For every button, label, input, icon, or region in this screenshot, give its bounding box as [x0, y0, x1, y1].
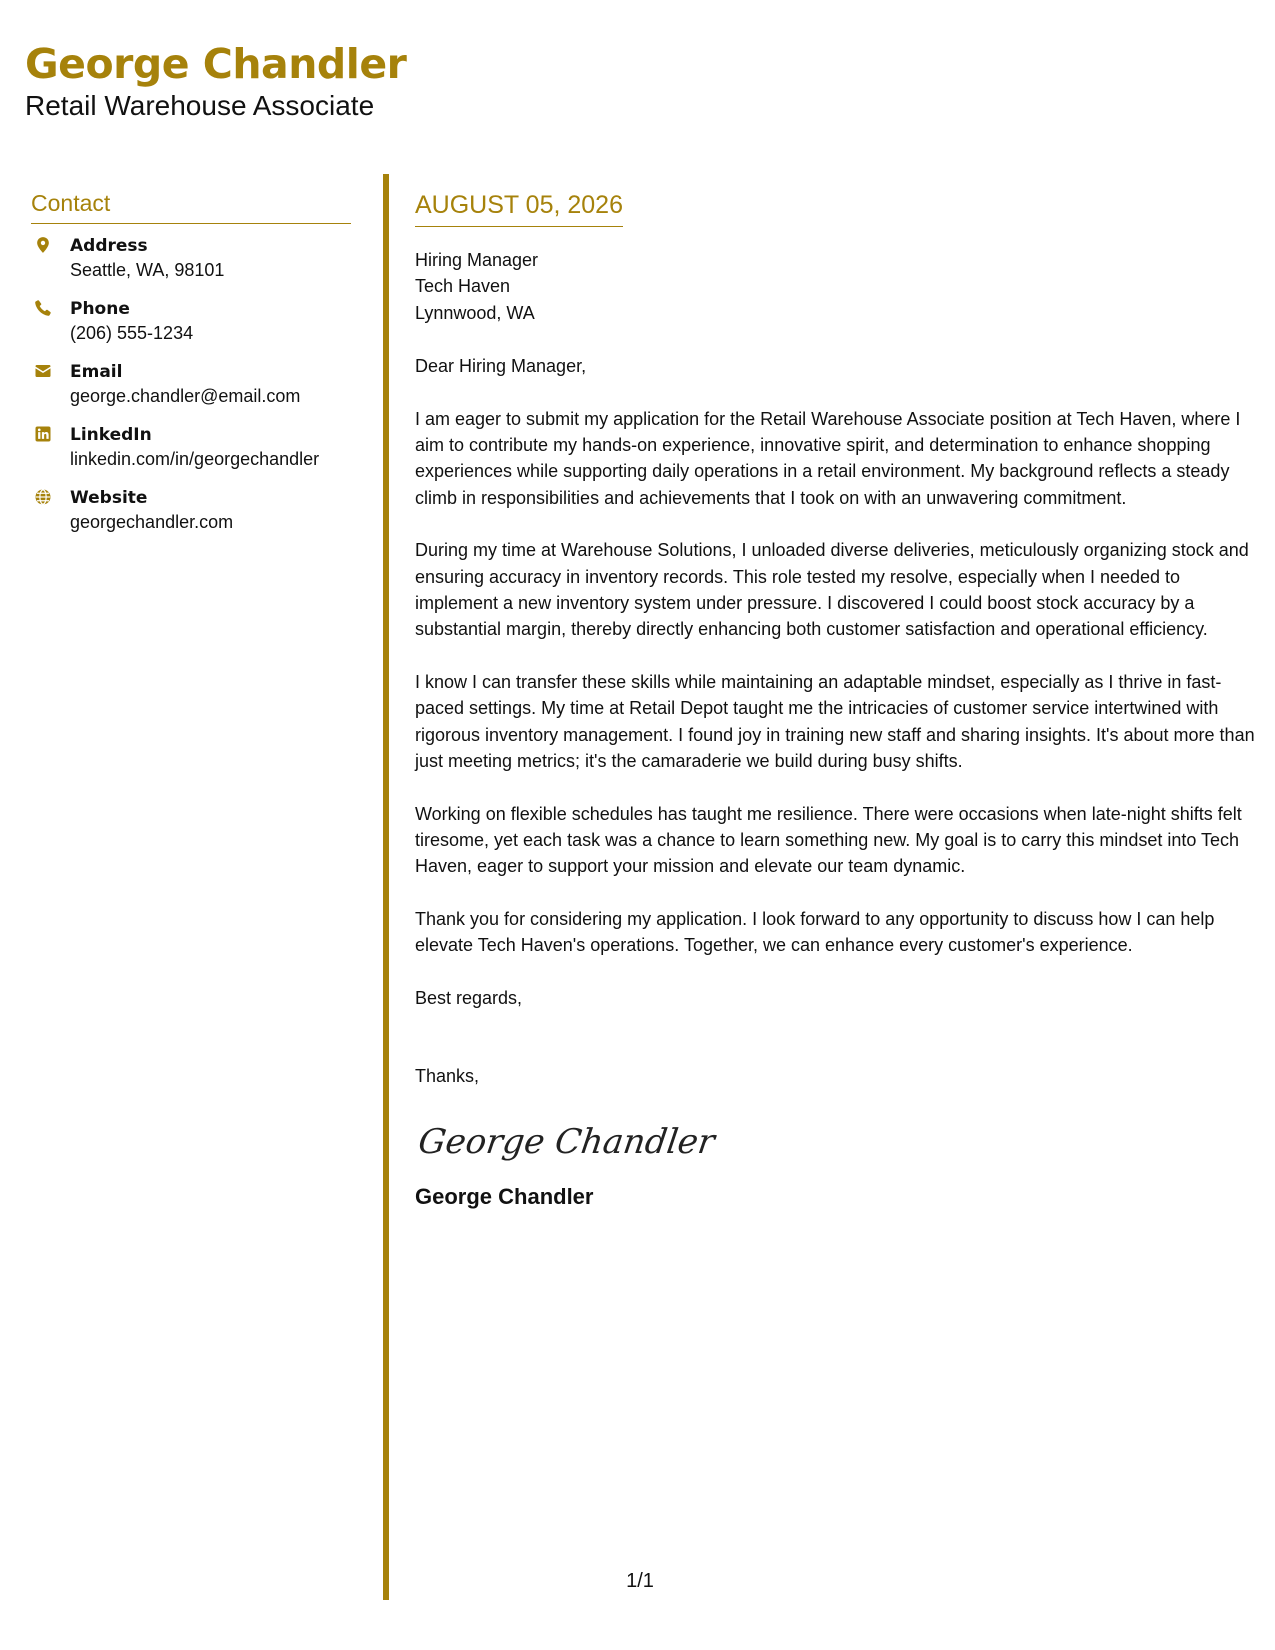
recipient-location: Lynnwood, WA	[415, 302, 535, 323]
contact-item-linkedin	[31, 423, 351, 486]
linkedin-value: linkedin.com/in/georgechandler	[70, 449, 320, 469]
date-block	[415, 190, 623, 227]
handwritten-signature	[415, 1111, 718, 1171]
recipient-block	[415, 247, 1255, 326]
contact-item-phone	[31, 297, 351, 360]
contact-sidebar	[31, 190, 351, 549]
contact-item-email	[31, 360, 351, 423]
email-value: george.chandler@email.com	[70, 386, 301, 406]
letter-paragraph: Working on flexible schedules has taught me resilience. There were occasions when late-night shifts felt tiresome, yet each task was a chance to learn something new. My goal is to carry this mindset into Tech Haven, eager to support your mission and elevate our team dynamic.	[415, 803, 1242, 877]
contact-label: Address	[70, 236, 148, 256]
contact-label: Phone	[70, 299, 130, 319]
signer-name: George Chandler	[415, 1184, 594, 1210]
map-pin-icon	[34, 236, 52, 254]
recipient-company: Tech Haven	[415, 276, 511, 297]
phone-value: (206) 555-1234	[70, 323, 194, 343]
letter-body	[415, 190, 1255, 1211]
closing: Best regards,	[415, 987, 523, 1008]
contact-heading: Contact	[31, 190, 351, 224]
letter-paragraph: Thank you for considering my application. I look forward to any opportunity to discuss how I can help elevate Tech Haven's operations. Together, we can enhance every customer's experience.	[415, 908, 1215, 956]
page-number: 1/1	[626, 1570, 654, 1592]
letter-paragraph: I know I can transfer these skills while maintaining an adaptable mindset, especially as I thrive in fast-paced settings. My time at Retail Depot taught me the intricacies of customer service intertwined with rigorous inventory management. I found joy in training new staff and sharing insights. It's about more than just meeting metrics; it's the camaraderie we build during busy shifts.	[415, 671, 1255, 772]
contact-label: Email	[70, 362, 123, 382]
contact-label: LinkedIn	[70, 425, 152, 445]
phone-icon	[34, 299, 52, 317]
letter-paragraph: I am eager to submit my application for the Retail Warehouse Associate position at Tech Haven, where I aim to contribute my hands-on experience, innovative spirit, and determination to enhance shopping experiences while supporting daily operations in a retail environment. My background reflects a steady climb in responsibilities and achievements that I took on with an unwavering commitment.	[415, 408, 1241, 508]
letter-paragraph: During my time at Warehouse Solutions, I unloaded diverse deliveries, meticulously organizing stock and ensuring accuracy in inventory records. This role tested my resolve, especially when I needed to implement a new inventory system under pressure. I discovered I could boost stock accuracy by a substantial margin, thereby directly enhancing both customer satisfaction and operational efficiency.	[415, 540, 1249, 640]
thanks: Thanks,	[415, 1065, 480, 1086]
contact-item-address	[31, 234, 351, 297]
contact-list	[31, 234, 351, 549]
linkedin-icon	[34, 425, 52, 443]
signature-text: George Chandler	[415, 1122, 718, 1163]
applicant-name: George Chandler	[25, 40, 407, 88]
recipient-title: Hiring Manager	[415, 250, 539, 270]
contact-label: Website	[70, 488, 148, 508]
job-title: Retail Warehouse Associate	[25, 90, 375, 122]
address-value: Seattle, WA, 98101	[70, 260, 225, 280]
vertical-divider	[383, 174, 389, 1600]
header	[25, 42, 406, 122]
envelope-icon	[34, 362, 52, 380]
letter-date: AUGUST 05, 2026	[415, 191, 623, 219]
website-value: georgechandler.com	[70, 512, 234, 532]
contact-item-website	[31, 486, 351, 549]
globe-icon	[34, 488, 52, 506]
salutation: Dear Hiring Manager,	[415, 356, 587, 377]
